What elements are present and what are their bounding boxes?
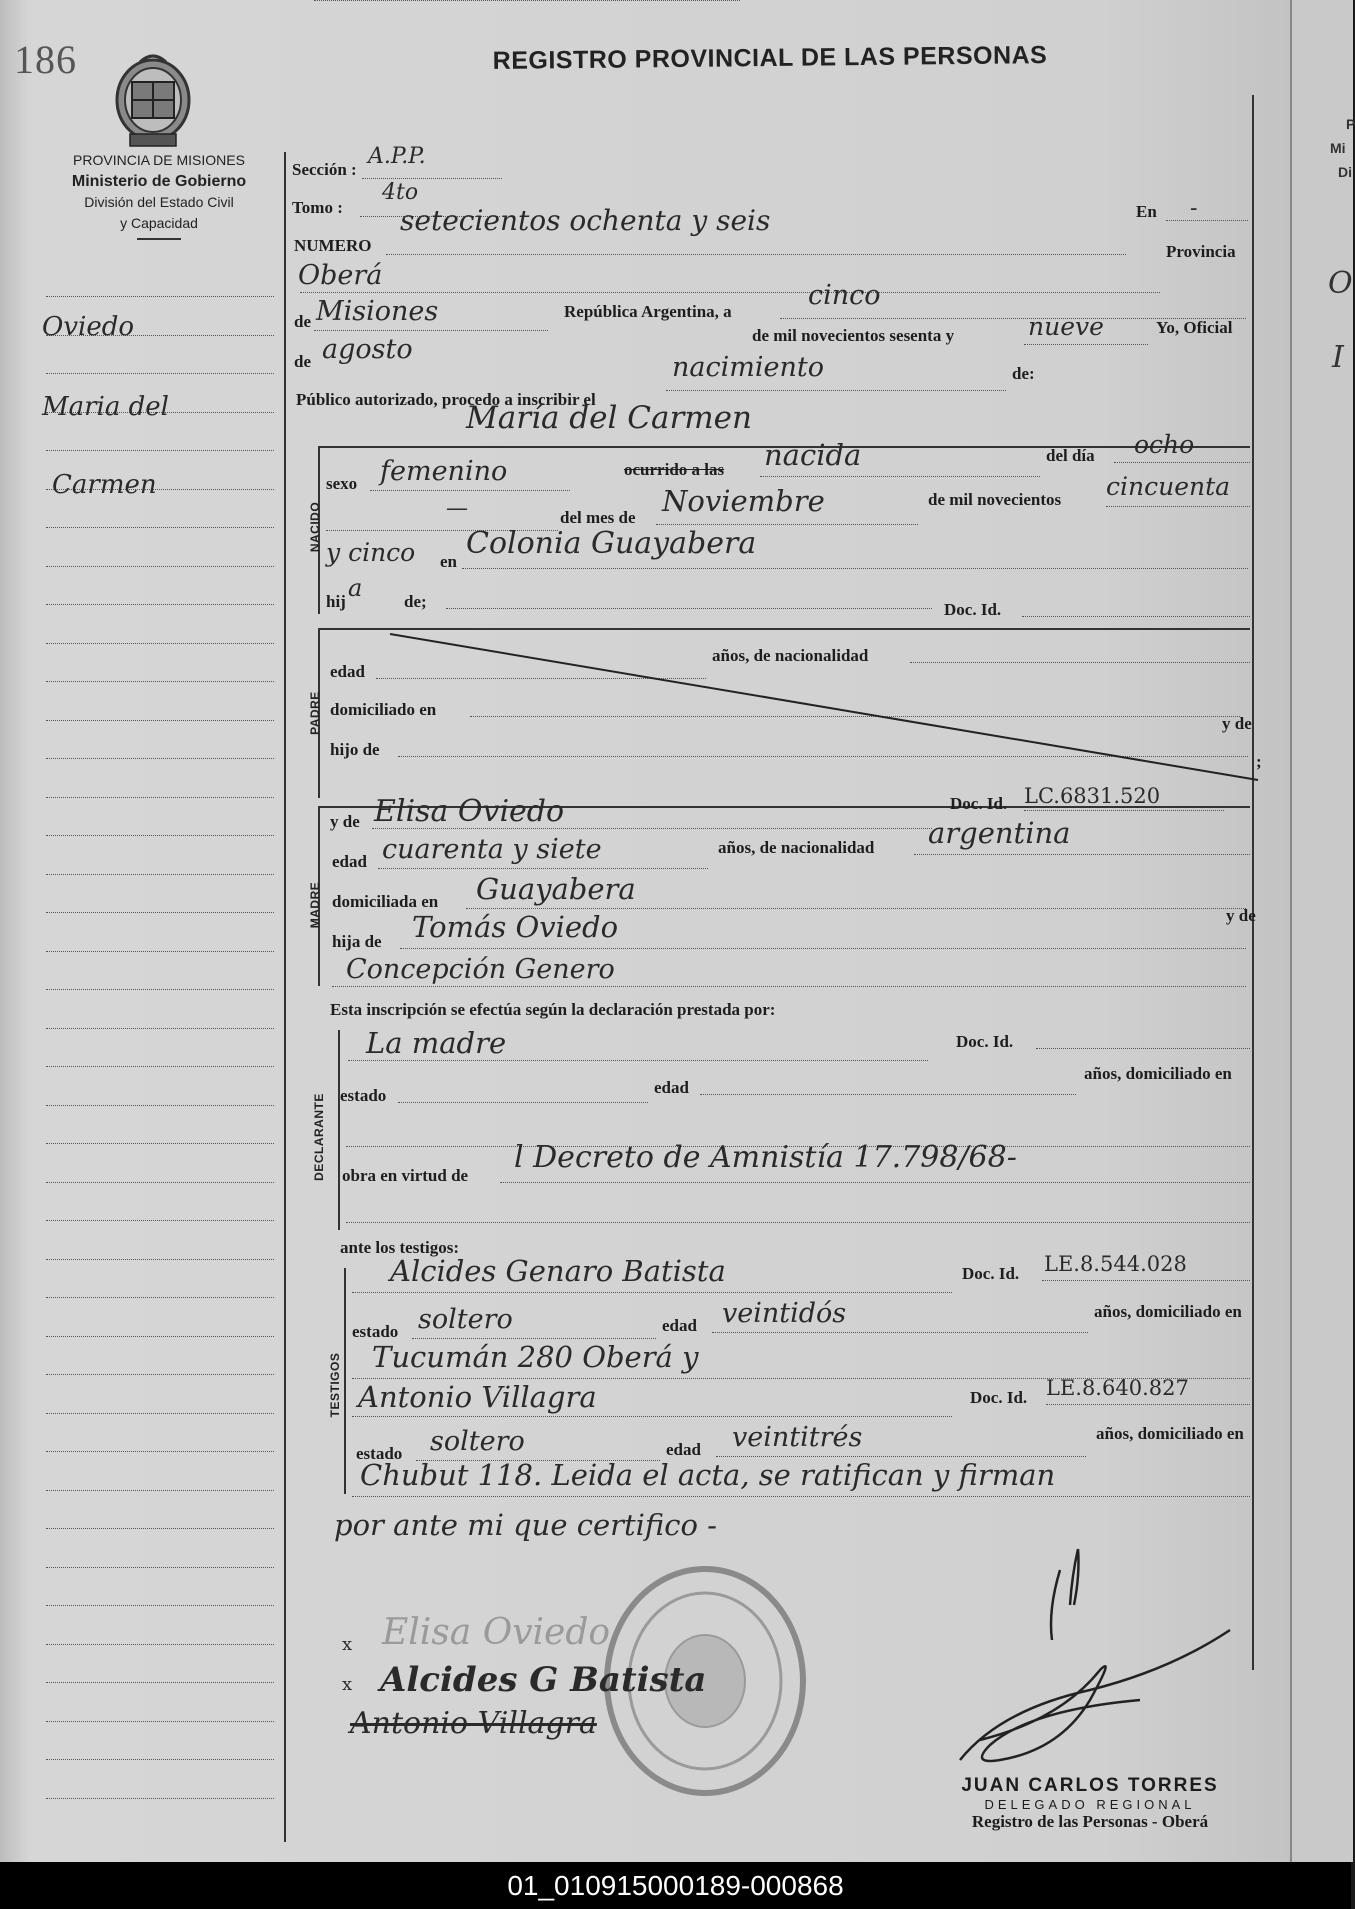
- republica-label: República Argentina, a: [564, 302, 732, 321]
- seccion-label: Sección :: [292, 160, 357, 179]
- madre-nombre-value: Elisa Oviedo: [374, 794, 565, 829]
- oficial-signature-icon: [940, 1560, 1240, 1780]
- margin-rule-line: [46, 1336, 274, 1337]
- lugar-value: Oberá: [298, 260, 383, 291]
- madre-domicilio-line: [466, 908, 1246, 909]
- nacido-doc-line: [1022, 616, 1250, 617]
- padre-yde-label: y de: [1222, 714, 1252, 733]
- margin-rule-line: [46, 1567, 274, 1568]
- obra-value: l Decreto de Amnistía 17.798/68-: [514, 1140, 1017, 1175]
- left-margin-rule: [284, 152, 286, 1842]
- adjacent-text-2: Mi: [1330, 140, 1346, 156]
- adjacent-text-1: P: [1346, 116, 1355, 132]
- header-underline: [137, 238, 181, 240]
- t2-estado-value: soltero: [430, 1426, 525, 1457]
- declarante-nombre-value: La madre: [366, 1026, 507, 1060]
- side-name-surname: Oviedo: [42, 312, 135, 342]
- lugar-line: [300, 292, 1160, 293]
- declarante-edad-line: [700, 1094, 1076, 1095]
- padre-section-label: PADRE: [308, 691, 322, 735]
- declaracion-label: Esta inscripción se efectúa según la declaración prestada por:: [330, 1000, 776, 1019]
- margin-rule-line: [46, 1605, 274, 1606]
- t1-anos-label: años, domiciliado en: [1094, 1302, 1242, 1321]
- margin-rule-line: [46, 566, 274, 567]
- margin-rule-line: [46, 1374, 274, 1375]
- declarante-doc-label: Doc. Id.: [956, 1032, 1014, 1051]
- firma-madre: Elisa Oviedo: [382, 1612, 611, 1653]
- margin-rule-line: [46, 527, 274, 528]
- t2-doc-label: Doc. Id.: [970, 1388, 1028, 1407]
- del-mes-value: Noviembre: [662, 484, 825, 518]
- t2-estado-label: estado: [356, 1444, 403, 1463]
- firma-x-1: x: [342, 1634, 353, 1655]
- numero-label: NUMERO: [294, 236, 372, 255]
- nacido-doc-label: Doc. Id.: [944, 600, 1002, 619]
- nacido-lugar-value: Colonia Guayabera: [466, 526, 757, 561]
- dia-value: cinco: [808, 280, 881, 311]
- madre-doc-line: [1024, 810, 1224, 811]
- firma-testigo-1: Alcides G Batista: [380, 1660, 707, 1700]
- declarante-estado-label: estado: [340, 1086, 387, 1105]
- padre-hijo-label: hijo de: [330, 740, 380, 759]
- sexo-line: [370, 490, 570, 491]
- declarante-estado-line: [398, 1102, 648, 1103]
- t1-doc-line: [1042, 1280, 1250, 1281]
- province-name: PROVINCIA DE MISIONES: [73, 152, 245, 168]
- margin-rule-line: [46, 373, 274, 374]
- testigos-bracket: [344, 1268, 346, 1494]
- nacido-lugar-line: [462, 568, 1248, 569]
- nacido-en-label: en: [440, 552, 457, 571]
- division-name: División del Estado Civil: [84, 194, 234, 210]
- t2-domicilio-value: Chubut 118. Leida el acta, se ratifican y firman: [360, 1458, 1056, 1492]
- de-label-2: de: [294, 352, 311, 371]
- margin-rule-line: [46, 1066, 274, 1067]
- madre-hija-label: hija de: [332, 932, 382, 951]
- t1-estado-line: [412, 1338, 656, 1339]
- right-margin-rule: [1252, 95, 1254, 1670]
- numero-value: setecientos ochenta y seis: [400, 204, 771, 237]
- margin-rule-line: [46, 1759, 274, 1760]
- t1-edad-label: edad: [662, 1316, 697, 1335]
- acto-line: [666, 390, 1006, 391]
- margin-rule-line: [46, 720, 274, 721]
- adjacent-text-3: Di: [1338, 164, 1352, 180]
- del-dia-value: ocho: [1134, 430, 1195, 459]
- declarante-section-label: DECLARANTE: [312, 1093, 326, 1181]
- folio-number: 186: [14, 37, 77, 82]
- margin-rule-line: [46, 1182, 274, 1183]
- document-title: REGISTRO PROVINCIAL DE LAS PERSONAS: [492, 41, 1048, 75]
- de-colon-label: de:: [1012, 364, 1035, 383]
- adjacent-hw-1: O: [1328, 266, 1353, 301]
- testigos-section-label: TESTIGOS: [328, 1352, 342, 1418]
- t1-nombre-line: [352, 1292, 952, 1293]
- padre-semicolon: ;: [1256, 752, 1262, 771]
- madre-yde2-label: y de: [1226, 906, 1256, 925]
- t2-nombre-line: [352, 1416, 952, 1417]
- margin-rule-line: [46, 1105, 274, 1106]
- margin-rule-line: [46, 1413, 274, 1414]
- province-header: [24, 150, 294, 240]
- obra-line: [500, 1182, 1250, 1183]
- nacido-anio-line: [1106, 506, 1250, 507]
- obra-line-2: [346, 1222, 1250, 1223]
- declarante-doc-line: [1036, 1048, 1250, 1049]
- margin-rule-line: [46, 1721, 274, 1722]
- t2-doc-line: [1046, 1404, 1250, 1405]
- nacido-anio-value: cincuenta: [1106, 472, 1231, 501]
- padre-domiciliado-label: domiciliado en: [330, 700, 437, 719]
- margin-rule-line: [46, 1451, 274, 1452]
- testigos-label: ante los testigos:: [340, 1238, 459, 1257]
- nacido-dash: —: [446, 496, 468, 521]
- margin-rule-line: [46, 450, 274, 451]
- provincia-label: Provincia: [1166, 242, 1236, 261]
- mes-line: [314, 0, 740, 1]
- madre-hija-line-2: [332, 986, 1246, 987]
- t2-edad-label: edad: [666, 1440, 701, 1459]
- seccion-value: A.P.P.: [368, 144, 426, 169]
- adjacent-hw-2: I: [1332, 340, 1344, 375]
- nacido-mil-label: de mil novecientos: [928, 490, 1062, 509]
- madre-nacionalidad-line: [914, 854, 1250, 855]
- t1-domicilio-value: Tucumán 280 Oberá y: [372, 1340, 699, 1374]
- padre-edad-label: edad: [330, 662, 365, 681]
- margin-rule-line: [46, 1028, 274, 1029]
- madre-section-label: MADRE: [308, 881, 322, 929]
- madre-anos-label: años, de nacionalidad: [718, 838, 875, 857]
- hij-value: a: [348, 574, 363, 602]
- t1-estado-label: estado: [352, 1322, 399, 1341]
- yo-oficial-label: Yo, Oficial: [1156, 318, 1233, 337]
- acto-value: nacimiento: [672, 352, 824, 383]
- margin-rule-line: [46, 296, 274, 297]
- nacido-anio-value-2: y cinco: [326, 538, 416, 567]
- t2-anos-label: años, domiciliado en: [1096, 1424, 1244, 1443]
- t1-edad-value: veintidós: [722, 1298, 847, 1329]
- madre-doc-label: Doc. Id.: [950, 794, 1008, 813]
- madre-madre-value: Concepción Genero: [346, 954, 615, 985]
- t1-doc-value: LE.8.544.028: [1044, 1252, 1187, 1276]
- madre-nacionalidad-value: argentina: [928, 816, 1071, 850]
- division-name-2: y Capacidad: [120, 215, 198, 231]
- provincia-line: [314, 330, 548, 331]
- declarante-anos-label: años, domiciliado en: [1084, 1064, 1232, 1083]
- madre-edad-value: cuarenta y siete: [382, 834, 602, 865]
- hora-value: nacida: [764, 438, 862, 472]
- numero-line: [386, 254, 1126, 255]
- hij-de-label: de;: [404, 592, 427, 611]
- tomo-label: Tomo :: [292, 198, 343, 217]
- en-line: [1166, 220, 1248, 221]
- obra-label: obra en virtud de: [342, 1166, 469, 1185]
- t2-doc-value: LE.8.640.827: [1046, 1376, 1189, 1400]
- t2-edad-line: [716, 1456, 1086, 1457]
- madre-domicilio-value: Guayabera: [476, 872, 636, 906]
- margin-rule-line: [46, 758, 274, 759]
- oficial-registro: Registro de las Personas - Oberá: [971, 1812, 1209, 1831]
- en-label: En: [1136, 202, 1157, 221]
- t1-edad-line: [712, 1332, 1088, 1333]
- margin-rule-line: [46, 1220, 274, 1221]
- firma-x-2: x: [342, 1674, 353, 1695]
- declarante-nombre-line: [348, 1060, 928, 1061]
- anio-line: [1024, 344, 1148, 345]
- sexo-value: femenino: [380, 456, 508, 487]
- adjacent-page: [1290, 0, 1353, 1862]
- provincia-value: Misiones: [316, 296, 439, 327]
- padre-crossout-line: [320, 630, 1260, 790]
- t1-nombre-value: Alcides Genaro Batista: [390, 1254, 726, 1288]
- padre-anos-label: años, de nacionalidad: [712, 646, 869, 665]
- margin-rule-line: [46, 874, 274, 875]
- margin-rule-line: [46, 951, 274, 952]
- madre-domiciliada-label: domiciliada en: [332, 892, 439, 911]
- margin-rule-line: [46, 912, 274, 913]
- oficial-cargo: DELEGADO REGIONAL: [984, 1797, 1196, 1812]
- t1-doc-label: Doc. Id.: [962, 1264, 1020, 1283]
- margin-rule-line: [46, 835, 274, 836]
- madre-hija-line: [400, 948, 1246, 949]
- nombre-value: María del Carmen: [466, 400, 752, 436]
- nacido-section-label: NACIDO: [308, 501, 322, 553]
- margin-rule-line: [46, 1682, 274, 1683]
- margin-rule-line: [46, 643, 274, 644]
- hij-line: [446, 608, 932, 609]
- mil-label: de mil novecientos sesenta y: [752, 326, 955, 345]
- madre-edad-label: edad: [332, 852, 367, 871]
- margin-rule-line: [46, 989, 274, 990]
- margin-rule-line: [46, 1798, 274, 1799]
- anio-value: nueve: [1028, 312, 1104, 341]
- del-dia-label: del día: [1046, 446, 1095, 465]
- margin-rule-line: [46, 1259, 274, 1260]
- sexo-label: sexo: [326, 474, 358, 493]
- hij-label: hij: [326, 592, 346, 611]
- margin-rule-line: [46, 1528, 274, 1529]
- del-mes-label: del mes de: [560, 508, 636, 527]
- t1-estado-value: soltero: [418, 1304, 513, 1335]
- declarante-bracket: [338, 1030, 340, 1230]
- margin-rule-line: [46, 1143, 274, 1144]
- margin-rule-line: [46, 604, 274, 605]
- margin-rule-line: [46, 681, 274, 682]
- t2-nombre-value: Antonio Villagra: [358, 1380, 597, 1414]
- del-mes-line: [656, 524, 918, 525]
- madre-doc-value: LC.6831.520: [1024, 784, 1161, 808]
- side-name-second: Carmen: [52, 470, 157, 500]
- t2-edad-value: veintitrés: [732, 1422, 863, 1453]
- ministry-name: Ministerio de Gobierno: [71, 173, 247, 190]
- publico-label: Público autorizado, procedo a inscribir el: [296, 390, 596, 409]
- hora-line: [760, 476, 1040, 477]
- mark-icon: [1060, 1545, 1090, 1615]
- del-dia-line: [1114, 462, 1250, 463]
- margin-rule-line: [46, 1490, 274, 1491]
- madre-padre-value: Tomás Oviedo: [412, 910, 619, 944]
- de-label: de: [294, 312, 311, 331]
- madre-edad-line: [378, 868, 708, 869]
- margin-rule-line: [46, 1297, 274, 1298]
- oficial-block: [940, 1775, 1240, 1832]
- side-name-first: Maria del: [42, 392, 169, 422]
- madre-yde-label: y de: [330, 812, 360, 831]
- mes-value: agosto: [322, 334, 413, 365]
- t2-domicilio-line: [352, 1496, 1250, 1497]
- seccion-line: [362, 178, 502, 179]
- cierre-value: por ante mi que certifico -: [334, 1508, 717, 1542]
- tomo-value: 4to: [382, 180, 419, 205]
- declarante-edad-label: edad: [654, 1078, 689, 1097]
- ocurrido-label: ocurrido a las: [624, 460, 725, 479]
- provincial-seal-icon: [110, 52, 196, 152]
- margin-rule-line: [46, 1644, 274, 1645]
- image-id-footer: 01_010915000189-000868: [0, 1862, 1351, 1909]
- en-value: -: [1190, 196, 1198, 221]
- margin-rule-line: [46, 797, 274, 798]
- firma-testigo-2: Antonio Villagra: [350, 1706, 597, 1741]
- oficial-nombre: JUAN CARLOS TORRES: [961, 1775, 1219, 1796]
